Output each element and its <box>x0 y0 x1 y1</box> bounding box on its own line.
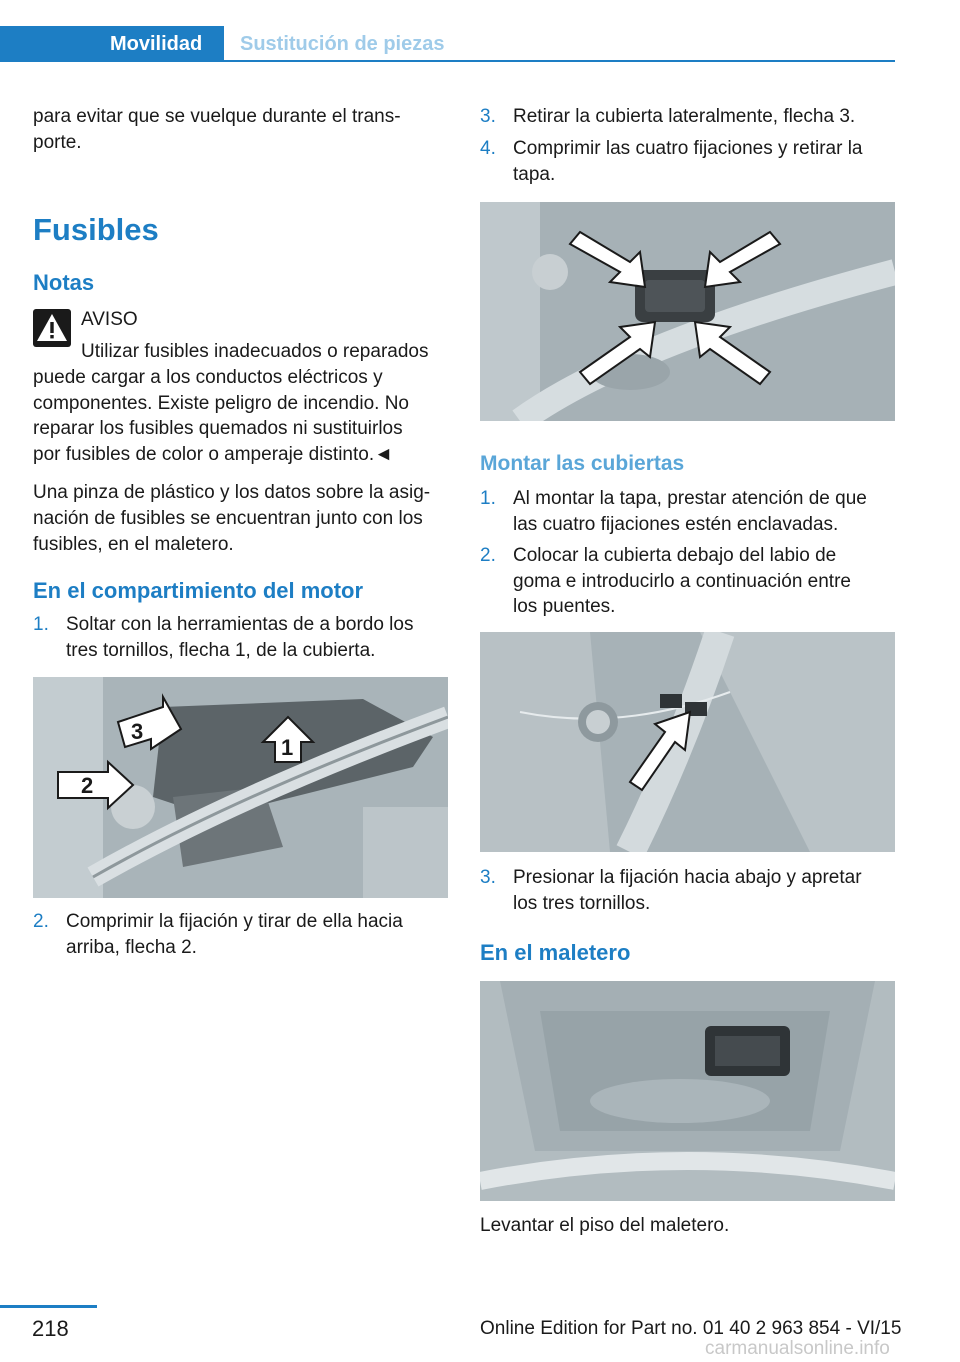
trunk-section-title: En el maletero <box>480 940 631 965</box>
arrow-label-3: 3 <box>131 719 144 744</box>
section-tab <box>0 26 224 62</box>
warning-line-1: Utilizar fusibles inadecuados o reparados <box>81 341 429 362</box>
notes-title: Notas <box>33 270 95 295</box>
rubber-lip-photo <box>480 632 895 852</box>
engine-cover-photo <box>33 677 448 898</box>
warning-line-3: componentes. Existe peligro de incendio. No <box>33 393 410 414</box>
warning-line-4: reparar los fusibles quemados ni sustituirlos <box>33 418 403 439</box>
arrow-label-1: 1 <box>281 735 294 760</box>
page-header <box>0 0 895 62</box>
step-number: 4. <box>480 138 496 159</box>
trunk-photo <box>480 981 895 1201</box>
step-number: 3. <box>480 867 496 888</box>
step-line: Colocar la cubierta debajo del labio de <box>513 545 837 566</box>
para-line-3: fusibles, en el maletero. <box>33 534 234 555</box>
step-line: Comprimir las cuatro fijaciones y retirar la <box>513 138 863 159</box>
intro-line-2: porte. <box>33 132 82 153</box>
footer-rule <box>0 1305 97 1308</box>
step-line: goma e introducirlo a continuación entre <box>513 571 851 592</box>
step-line: las cuatro fijaciones estén enclavadas. <box>513 514 839 535</box>
step-number: 1. <box>33 614 49 635</box>
edition-info: Online Edition for Part no. 01 40 2 963 854 - VI/15 <box>480 1318 902 1339</box>
para-line-2: nación de fusibles se encuentran junto con los <box>33 508 423 529</box>
warning-line-5: por fusibles de color o amperaje distinto.◄ <box>33 444 393 465</box>
header-rule <box>224 60 895 62</box>
step-line: tres tornillos, flecha 1, de la cubierta. <box>66 640 376 661</box>
page-title: Fusibles <box>33 212 159 247</box>
warning-label: AVISO <box>81 309 138 330</box>
engine-section-title: En el compartimiento del motor <box>33 578 364 603</box>
intro-line-1: para evitar que se vuelque durante el trans- <box>33 106 401 127</box>
arrow-label-2: 2 <box>81 773 94 798</box>
subsection-label: Sustitución de piezas <box>240 33 445 55</box>
step-line: Soltar con la herramientas de a bordo los <box>66 614 414 635</box>
step-number: 2. <box>33 911 49 932</box>
step-line: Retirar la cubierta lateralmente, flecha 3. <box>513 106 856 127</box>
watermark: carmanualsonline.info <box>705 1338 890 1359</box>
para-line-1: Una pinza de plástico y los datos sobre la asig- <box>33 482 431 503</box>
step-line: los puentes. <box>513 596 616 617</box>
page-number: 218 <box>32 1316 69 1341</box>
trunk-caption: Levantar el piso del maletero. <box>480 1215 730 1236</box>
step-line: los tres tornillos. <box>513 893 651 914</box>
step-line: Al montar la tapa, prestar atención de que <box>513 488 867 509</box>
step-line: Presionar la fijación hacia abajo y apretar <box>513 867 862 888</box>
step-number: 1. <box>480 488 496 509</box>
step-number: 2. <box>480 545 496 566</box>
step-line: tapa. <box>513 164 556 185</box>
section-label: Movilidad <box>110 33 203 55</box>
fuse-cover-photo <box>480 202 895 421</box>
step-line: Comprimir la fijación y tirar de ella hacia <box>66 911 403 932</box>
warning-icon <box>33 309 71 347</box>
step-line: arriba, flecha 2. <box>66 937 197 958</box>
mount-section-title: Montar las cubiertas <box>480 452 685 475</box>
warning-line-2: puede cargar a los conductos eléctricos y <box>33 367 383 388</box>
step-number: 3. <box>480 106 496 127</box>
